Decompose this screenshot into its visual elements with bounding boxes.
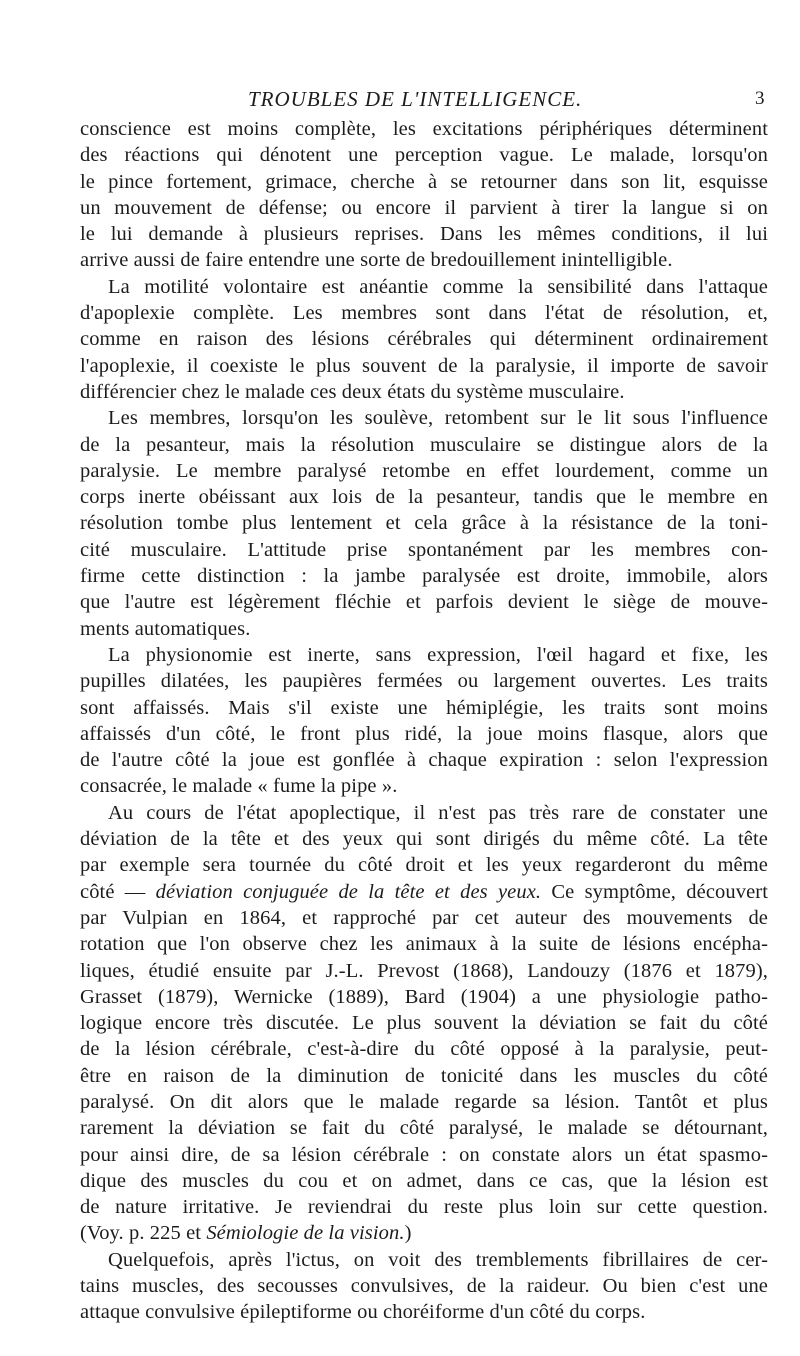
text-line	[80, 1247, 768, 1273]
text-line-content: consacrée, le malade « fume la pipe ».	[80, 775, 398, 798]
text-line-content: La physionomie est inerte, sans expression, l'œil hagard et fixe, les	[108, 643, 768, 666]
text-line	[80, 1115, 768, 1141]
text-line	[80, 721, 768, 747]
text-line	[80, 695, 768, 721]
text-line-content: l'apoplexie, il coexiste le plus souvent de la paralysie, il importe de savoir	[80, 354, 768, 377]
text-line-content: côté —	[80, 880, 156, 903]
text-line-content: (Voy. p. 225 et	[80, 1222, 207, 1245]
text-line-content: un mouvement de défense; ou encore il parvient à tirer la langue si on	[80, 196, 768, 219]
text-line	[80, 1194, 768, 1220]
text-line	[80, 353, 768, 379]
text-line	[80, 405, 768, 431]
text-line	[80, 879, 768, 905]
text-line	[80, 432, 768, 458]
text-line	[80, 984, 768, 1010]
text-line-content: de l'autre côté la joue est gonflée à chaque expiration : selon l'expression	[80, 749, 768, 772]
text-line	[80, 642, 768, 668]
text-line	[80, 142, 768, 168]
text-line	[80, 1273, 768, 1299]
text-line-content: différencier chez le malade ces deux états du système musculaire.	[80, 380, 625, 403]
text-line-content: des réactions qui dénotent une perception vague. Le malade, lorsqu'on	[80, 144, 768, 167]
text-line-content: conscience est moins complète, les excitations périphériques déterminent	[80, 118, 768, 140]
text-line	[80, 116, 768, 142]
text-line	[80, 1036, 768, 1062]
text-line	[80, 852, 768, 878]
text-line	[80, 510, 768, 536]
text-line	[80, 537, 768, 563]
text-line-content: Quelquefois, après l'ictus, on voit des tremblements fibrillaires de cer-	[108, 1248, 768, 1271]
text-line	[80, 589, 768, 615]
text-line-content: résolution tombe plus lentement et cela grâce à la résistance de la toni-	[80, 512, 768, 535]
text-line-content: affaissés d'un côté, le front plus ridé, la joue moins flasque, alors que	[80, 722, 768, 745]
text-line-content: Les membres, lorsqu'on les soulève, retombent sur le lit sous l'influence	[108, 407, 768, 430]
text-line-content: que l'autre est légèrement fléchie et parfois devient le siège de mouve-	[80, 591, 768, 614]
text-line-content: pour ainsi dire, de sa lésion cérébrale : on constate alors un état spasmo-	[80, 1143, 768, 1166]
text-line-content: dique des muscles du cou et on admet, dans ce cas, que la lésion est	[80, 1169, 768, 1192]
text-line-content: tains muscles, des secousses convulsives, de la raideur. Ou bien c'est une	[80, 1275, 768, 1298]
text-line	[80, 195, 768, 221]
text-line-content: rarement la déviation se fait du côté paralysé, le malade se détournant,	[80, 1117, 768, 1140]
text-line-content: La motilité volontaire est anéantie comme la sensibilité dans l'attaque	[108, 275, 768, 298]
text-line-content: logique encore très discutée. Le plus souvent la déviation se fait du côté	[80, 1012, 768, 1035]
text-line	[80, 668, 768, 694]
text-line	[80, 1168, 768, 1194]
text-line-content: attaque convulsive épileptiforme ou choréiforme d'un côté du corps.	[80, 1301, 646, 1324]
text-line-content: de la pesanteur, mais la résolution musculaire se distingue alors de la	[80, 433, 768, 456]
text-line	[80, 1089, 768, 1115]
text-line-rest: )	[404, 1222, 412, 1245]
text-line	[80, 300, 768, 326]
text-line	[80, 1299, 768, 1325]
text-line-content: par exemple sera tournée du côté droit et les yeux regarderont du même	[80, 854, 768, 877]
text-line	[80, 169, 768, 195]
text-line	[80, 1142, 768, 1168]
text-line-content: firme cette distinction : la jambe paralysée est droite, immobile, alors	[80, 565, 768, 588]
text-line-content: être en raison de la diminution de tonicité dans les muscles du côté	[80, 1064, 768, 1087]
text-line	[80, 1063, 768, 1089]
text-line	[80, 958, 768, 984]
text-line	[80, 616, 768, 642]
text-line	[80, 379, 768, 405]
text-line-content: déviation de la tête et des yeux qui sont dirigés du même côté. La tête	[80, 828, 768, 851]
text-line	[80, 1220, 768, 1246]
text-line	[80, 484, 768, 510]
text-line	[80, 247, 768, 273]
text-line-content: paralysie. Le membre paralysé retombe en effet lourdement, comme un	[80, 459, 768, 482]
text-line-content: de la lésion cérébrale, c'est-à-dire du côté opposé à la paralysie, peut-	[80, 1038, 768, 1061]
text-line	[80, 826, 768, 852]
text-line-content: Grasset (1879), Wernicke (1889), Bard (1904) a une physiologie patho-	[80, 985, 768, 1008]
body-text	[80, 116, 768, 1324]
text-line-content: le pince fortement, grimace, cherche à se retourner dans son lit, esquisse	[80, 170, 768, 193]
text-line	[80, 931, 768, 957]
text-line-content: le lui demande à plusieurs reprises. Dans les mêmes conditions, il lui	[80, 223, 768, 246]
italic-phrase: déviation conjuguée de la tête et des yeux.	[155, 880, 542, 903]
text-line-content: par Vulpian en 1864, et rapproché par cet auteur des mouvements de	[80, 906, 768, 929]
running-head	[0, 86, 800, 116]
text-line	[80, 458, 768, 484]
text-line-content: pupilles dilatées, les paupières fermées ou largement ouvertes. Les traits	[80, 670, 768, 693]
running-title: TROUBLES DE L'INTELLIGENCE.	[248, 87, 583, 111]
text-line	[80, 563, 768, 589]
text-line	[80, 326, 768, 352]
text-line	[80, 1010, 768, 1036]
text-line-content: corps inerte obéissant aux lois de la pesanteur, tandis que le membre en	[80, 486, 768, 509]
text-line-content: arrive aussi de faire entendre une sorte de bredouillement inintelligible.	[80, 249, 673, 272]
italic-phrase: Sémiologie de la vision.	[206, 1222, 405, 1245]
text-line-content: liques, étudié ensuite par J.-L. Prevost (1868), Landouzy (1876 et 1879),	[80, 959, 768, 982]
text-line-content: Au cours de l'état apoplectique, il n'est pas très rare de constater une	[108, 801, 768, 824]
text-line	[80, 747, 768, 773]
text-line	[80, 905, 768, 931]
text-line-content: paralysé. On dit alors que le malade regarde sa lésion. Tantôt et plus	[80, 1090, 768, 1113]
page-number: 3	[755, 88, 765, 109]
text-line	[80, 221, 768, 247]
text-line-content: de nature irritative. Je reviendrai du reste plus loin sur cette question.	[80, 1196, 768, 1219]
text-line-content: comme en raison des lésions cérébrales qui déterminent ordinairement	[80, 328, 768, 351]
text-line	[80, 773, 768, 799]
text-line	[80, 274, 768, 300]
text-line-rest: Ce symptôme, découvert	[541, 880, 768, 903]
text-line-content: rotation que l'on observe chez les animaux à la suite de lésions encépha-	[80, 933, 768, 956]
text-line-content: ments automatiques.	[80, 617, 251, 640]
text-line-content: d'apoplexie complète. Les membres sont dans l'état de résolution, et,	[80, 302, 768, 325]
text-line-content: sont affaissés. Mais s'il existe une hémiplégie, les traits sont moins	[80, 696, 768, 719]
text-line	[80, 800, 768, 826]
text-line-content: cité musculaire. L'attitude prise spontanément par les membres con-	[80, 538, 768, 561]
